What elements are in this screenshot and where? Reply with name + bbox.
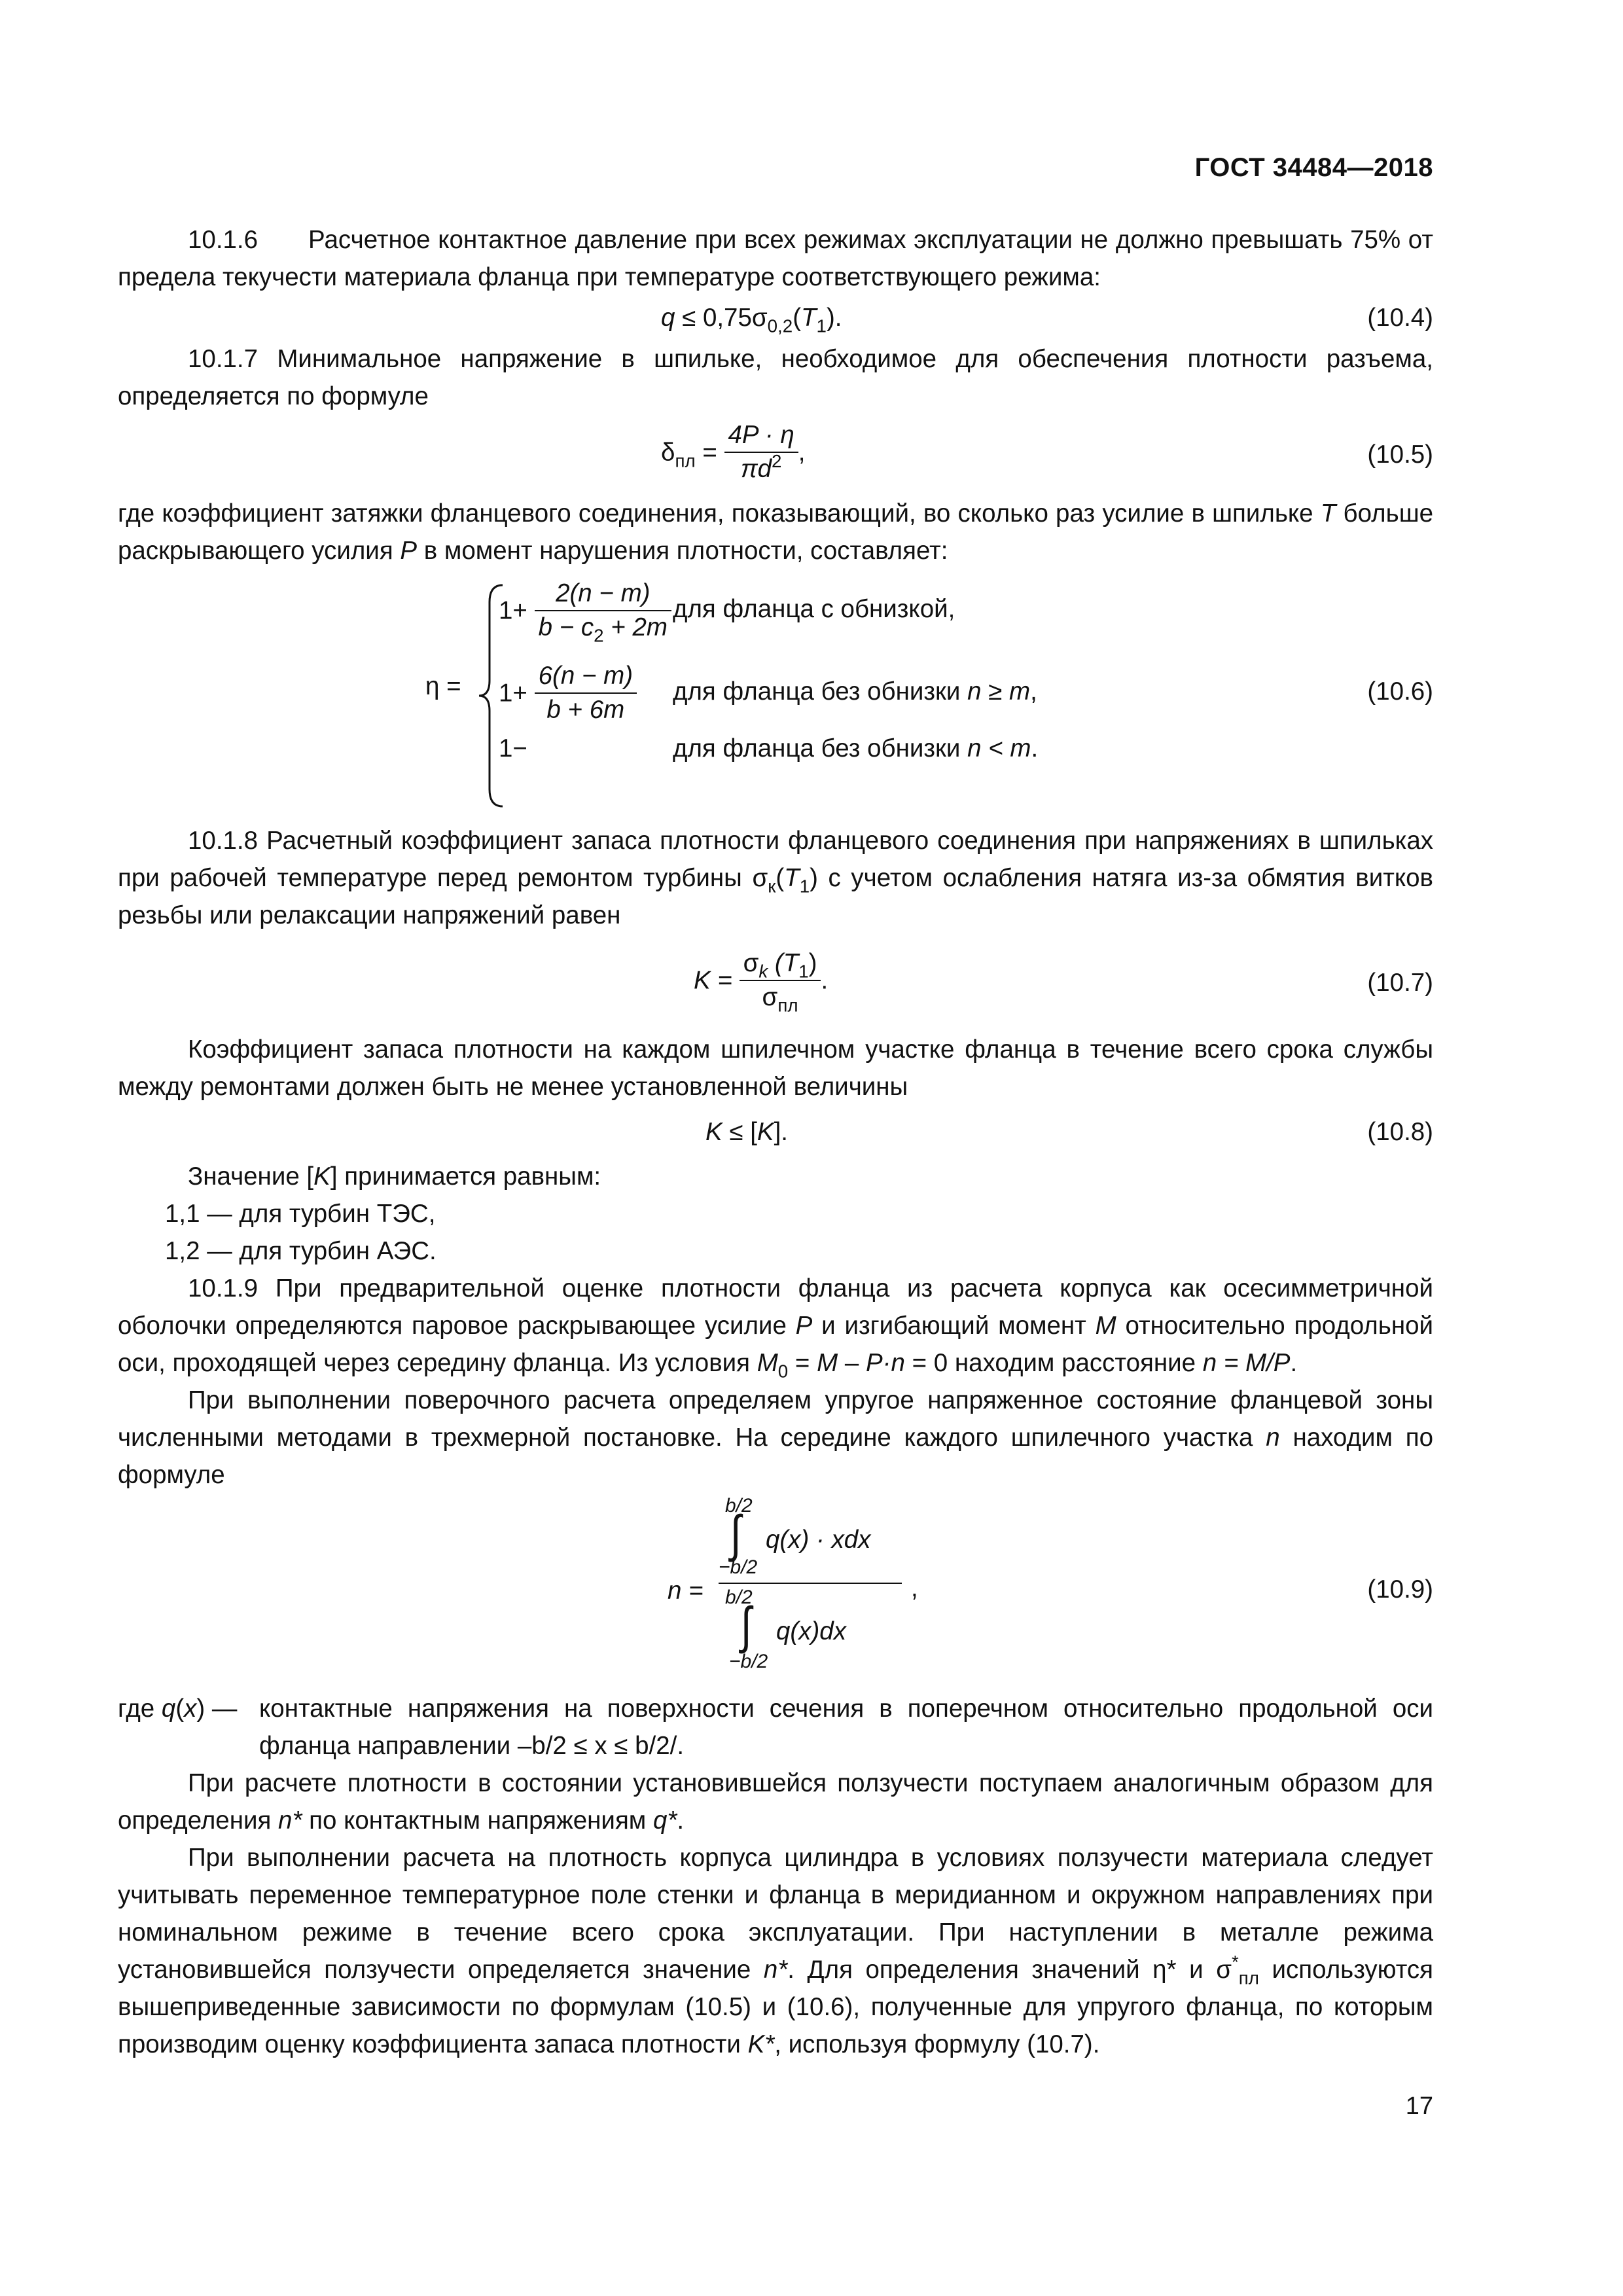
lower-limit-den: −b/2 — [729, 1651, 768, 1672]
paragraph-10-1-8: 10.1.8 Расчетный коэффициент запаса плотности фланцевого соединения при напряжениях в шпильках при рабочей температуре перед ремонтом турбины $\sigma_к(T_1)$ с учетом ослабления натяга из-за обмятия витков резьбы или релаксации напряжений равен — [118, 827, 1433, 929]
integral-icon: ∫ — [741, 1596, 752, 1654]
list-item-aes: 1,2 — для турбин АЭС. — [165, 1237, 437, 1265]
equation-number: (10.6) — [1367, 677, 1433, 706]
paragraph-10-1-7: 10.1.7 Минимальное напряжение в шпильке, необходимое для обеспечения плотности разъема, определяется по формуле — [118, 345, 1433, 410]
equation-10-9 — [118, 1494, 1433, 1690]
eta-case-2: 1+ $\frac{6(n - m)}{b + 6m}$ — [499, 660, 637, 726]
denominator-expression: q(x)dx — [776, 1617, 846, 1645]
upper-limit-den: b/2 — [725, 1587, 753, 1608]
definition-qx — [118, 1690, 1433, 1765]
lower-limit-num: −b/2 — [719, 1556, 758, 1578]
eta-case-2-condition: для фланца без обнизки n ≥ m, — [673, 677, 1037, 706]
paragraph-k-value: Значение [K] принимается равным: — [188, 1162, 601, 1191]
document-page — [118, 0, 1433, 2296]
eta-case-3: 1− — [499, 734, 527, 762]
paragraph-10-1-9: 10.1.9 При предварительной оценке плотности фланца из расчета корпуса как осесимметричной оболочки определяются паровое раскрывающее усилие P и изгибающий момент M относительно продольной оси, проходящей через середину фланца. Из условия $M_0 = M - P\cdot n = 0$ находим расстояние n = M/P. — [118, 1274, 1433, 1382]
equation-10-6 — [118, 569, 1433, 822]
equation-number: (10.9) — [1367, 1575, 1433, 1604]
eta-lhs: η = — [425, 672, 461, 700]
list-item-tes: 1,1 — для турбин ТЭС, — [165, 1200, 436, 1228]
comma: , — [911, 1574, 918, 1602]
definition-term: где q(x) — — [118, 1695, 238, 1723]
numerator-expression: q(x) · xdx — [766, 1526, 871, 1554]
page-number: 17 — [1405, 2092, 1433, 2120]
upper-limit-num: b/2 — [725, 1495, 753, 1516]
paragraph-check-calculation: При выполнении поверочного расчета определяем упругое напряженное состояние фланцевой зоны численными методами в трехмерной постановке. На середине каждого шпилечного участка n находим по формуле — [118, 1386, 1433, 1489]
paragraph-cylinder: При выполнении расчета на плотность корпуса цилиндра в условиях ползучести материала следует учитывать переменное температурное поле стенки и фланца в меридианном и окружном направлениях при номинальном режиме в течение всего срока эксплуатации. При наступлении в металле режима установившейся ползучести определяется значение n*. Для определения значений η* и $\sigma^*_{пл}$ используются вышеприведенные зависимости по формулам (10.5) и (10.6), полученные для упругого фланца, по которым производим оценку коэффициента запаса плотности K*, используя формулу (10.7). — [118, 1844, 1434, 2058]
formula-10-4: $q \le 0,75\sigma_{0,2}(T_1)$. — [661, 304, 842, 336]
eta-case-1-condition: для фланца с обнизкой, — [673, 595, 955, 623]
fraction-bar — [719, 1583, 902, 1584]
formula-10-8: K ≤ [K]. — [705, 1118, 789, 1146]
integral-icon: ∫ — [730, 1505, 741, 1562]
equation-10-8 — [118, 1105, 1433, 1158]
paragraph-10-1-6: 10.1.6 Расчетное контактное давление при всех режимах эксплуатации не должно превышать 75% от предела текучести материала фланца при температуре соответствующего режима: — [118, 226, 1433, 291]
paragraph-where-tightening: где коэффициент затяжки фланцевого соединения, показывающий, во сколько раз усилие в шпильке T больше раскрывающего усилия P в момент нарушения плотности, составляет: — [118, 499, 1433, 565]
formula-10-5: $\delta_{пл}$ = $\frac{4P \cdot \eta}{\pi d^2}$ , — [661, 419, 805, 486]
equation-10-4 — [118, 296, 1433, 340]
document-id-header: ГОСТ 34484—2018 — [1194, 153, 1433, 182]
equation-number: (10.7) — [1367, 969, 1433, 997]
eta-case-1: 1+ $\frac{2(n - m)}{b - c_2 + 2m}$ — [499, 577, 671, 644]
equation-number: (10.5) — [1367, 440, 1433, 469]
fraction-10-5: $\frac{4P \cdot \eta}{\pi d^2}$ — [724, 419, 798, 486]
equation-number: (10.8) — [1367, 1118, 1433, 1146]
formula-10-7: K = $\frac{\sigma_k (T_1)}{\sigma_{пл}}$ . — [694, 949, 829, 1016]
paragraph-creep: При расчете плотности в состоянии установившейся ползучести поступаем аналогичным образом для определения n* по контактным напряжениям q*. — [118, 1769, 1433, 1835]
equation-10-7 — [118, 934, 1433, 1031]
equation-number: (10.4) — [1367, 304, 1433, 332]
eta-case-3-condition: для фланца без обнизки n < m. — [673, 734, 1039, 762]
equation-10-5 — [118, 415, 1433, 495]
n-lhs: n = — [668, 1577, 704, 1605]
definition-text: контактные напряжения на поверхности сечения в поперечном относительно продольной оси фланца направлении –b/2 ≤ x ≤ b/2/. — [259, 1695, 1433, 1760]
document-body — [118, 221, 1433, 2063]
paragraph-coefficient: Коэффициент запаса плотности на каждом шпилечном участке фланца в течение всего срока службы между ремонтами должен быть не менее установленной величины — [118, 1035, 1433, 1101]
